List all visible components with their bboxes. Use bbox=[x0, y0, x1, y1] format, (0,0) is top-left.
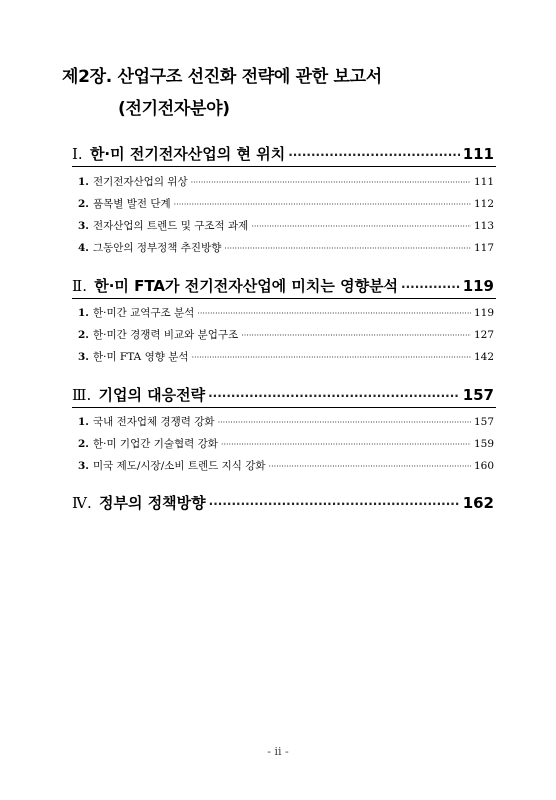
section-numeral: Ⅰ. bbox=[72, 145, 83, 163]
dot-leader bbox=[401, 280, 460, 294]
section-page-number: 157 bbox=[462, 386, 494, 404]
toc-entry bbox=[78, 174, 494, 189]
page-subtitle: (전기전자분야) bbox=[118, 99, 230, 119]
dot-leader bbox=[221, 440, 471, 449]
section-underline bbox=[72, 166, 496, 167]
entry-number: 2. bbox=[78, 329, 89, 341]
entry-page-number: 159 bbox=[473, 438, 494, 450]
toc-section-title bbox=[72, 143, 285, 164]
toc-section bbox=[72, 384, 494, 405]
entry-page-number: 113 bbox=[473, 220, 494, 232]
entry-label: 한·미 FTA 영향 분석 bbox=[92, 351, 189, 363]
toc-entry bbox=[78, 414, 494, 429]
toc-entry bbox=[78, 305, 494, 320]
toc-section bbox=[72, 143, 494, 164]
entry-number: 2. bbox=[78, 198, 89, 210]
section-numeral: Ⅱ. bbox=[72, 277, 87, 295]
entry-page-number: 112 bbox=[473, 198, 494, 210]
section-numeral: Ⅲ. bbox=[72, 386, 92, 404]
dot-leader bbox=[224, 244, 471, 253]
dot-leader bbox=[209, 497, 460, 511]
entry-page-number: 119 bbox=[473, 307, 494, 319]
dot-leader bbox=[208, 389, 460, 403]
entry-label: 한·미간 교역구조 분석 bbox=[92, 307, 195, 319]
section-page-number: 162 bbox=[462, 494, 494, 512]
toc-section-title bbox=[72, 275, 398, 296]
entry-number: 1. bbox=[78, 176, 89, 188]
entry-number: 1. bbox=[78, 416, 89, 428]
entry-number: 2. bbox=[78, 438, 89, 450]
toc-entry bbox=[78, 349, 494, 364]
toc-section-title bbox=[72, 384, 205, 405]
dot-leader bbox=[191, 178, 471, 187]
dot-leader bbox=[174, 200, 471, 209]
toc-entry bbox=[78, 196, 494, 211]
toc-entry bbox=[78, 458, 494, 473]
section-label: 한·미 전기전자산업의 현 위치 bbox=[89, 145, 286, 163]
toc-entry bbox=[78, 327, 494, 342]
dot-leader bbox=[191, 353, 470, 362]
section-page-number: 111 bbox=[462, 145, 494, 163]
entry-label: 전기전자산업의 위상 bbox=[92, 176, 188, 188]
toc-entry bbox=[78, 218, 494, 233]
entry-label: 한·미간 경쟁력 비교와 분업구조 bbox=[92, 329, 239, 341]
section-underline bbox=[72, 298, 496, 299]
section-underline bbox=[72, 407, 496, 408]
dot-leader bbox=[251, 222, 471, 231]
entry-page-number: 160 bbox=[473, 460, 494, 472]
section-label: 한·미 FTA가 전기전자산업에 미치는 영향분석 bbox=[94, 277, 399, 295]
entry-label: 품목별 발전 단계 bbox=[92, 198, 171, 210]
dot-leader bbox=[197, 309, 471, 318]
entry-page-number: 142 bbox=[473, 351, 494, 363]
entry-number: 1. bbox=[78, 307, 89, 319]
toc-section bbox=[72, 492, 494, 513]
page-footer: - ii - bbox=[267, 745, 289, 758]
entry-page-number: 157 bbox=[473, 416, 494, 428]
entry-number: 3. bbox=[78, 220, 89, 232]
entry-label: 국내 전자업체 경쟁력 강화 bbox=[92, 416, 215, 428]
dot-leader bbox=[288, 148, 460, 162]
entry-number: 3. bbox=[78, 351, 89, 363]
entry-number: 4. bbox=[78, 242, 89, 254]
page-title: 제2장. 산업구조 선진화 전략에 관한 보고서 bbox=[62, 67, 382, 87]
entry-page-number: 127 bbox=[473, 329, 494, 341]
section-label: 정부의 정책방향 bbox=[99, 494, 206, 512]
section-label: 기업의 대응전략 bbox=[98, 386, 206, 404]
dot-leader bbox=[269, 462, 471, 471]
dot-leader bbox=[218, 418, 471, 427]
entry-label: 전자산업의 트렌드 및 구조적 과제 bbox=[92, 220, 249, 232]
entry-label: 한·미 기업간 기술협력 강화 bbox=[92, 438, 218, 450]
toc-entry bbox=[78, 436, 494, 451]
toc-section-title bbox=[72, 492, 206, 513]
toc-section bbox=[72, 275, 494, 296]
entry-page-number: 117 bbox=[473, 242, 494, 254]
entry-label: 그동안의 정부정책 추진방향 bbox=[92, 242, 222, 254]
toc-entry bbox=[78, 240, 494, 255]
section-numeral: Ⅳ. bbox=[72, 494, 92, 512]
section-page-number: 119 bbox=[462, 277, 494, 295]
entry-number: 3. bbox=[78, 460, 89, 472]
entry-page-number: 111 bbox=[473, 176, 494, 188]
dot-leader bbox=[241, 331, 471, 340]
entry-label: 미국 제도/시장/소비 트렌드 지식 강화 bbox=[92, 460, 266, 472]
